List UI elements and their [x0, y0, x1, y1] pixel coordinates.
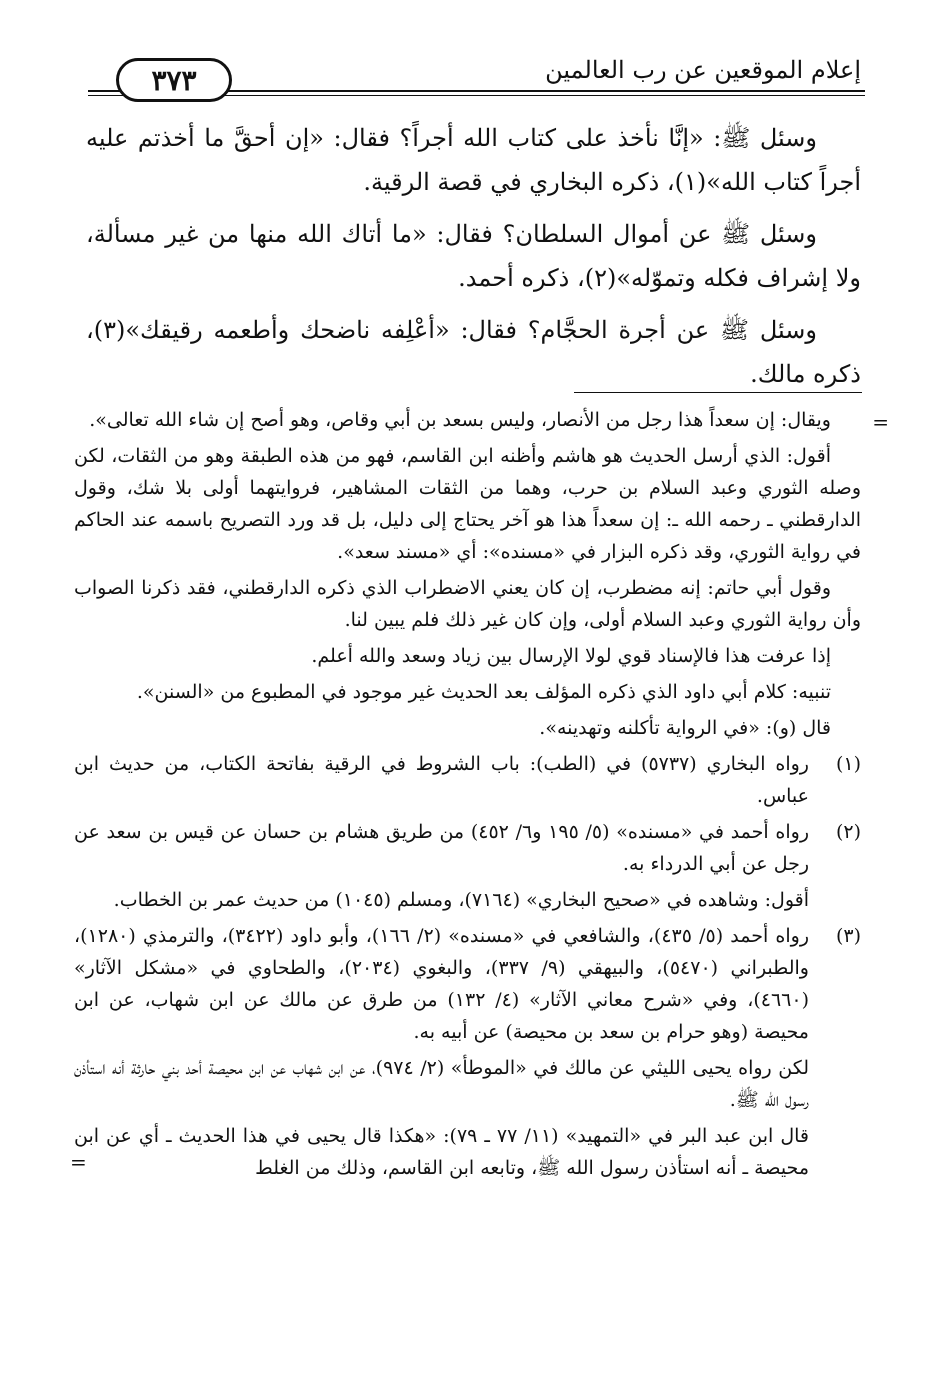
footnotes [70, 404, 889, 1188]
cont-paragraph: وقول أبي حاتم: إنه مضطرب، إن كان يعني الاضطراب الذي ذكره الدارقطني، فقد ذكرنا الصواب وأن رواية الثوري وعبد السلام أولى، وإن كان غير ذلك فلم يبين لنا. [74, 577, 861, 631]
footnote-paragraph: رواه أحمد (٥/ ٤٣٥)، والشافعي في «مسنده» (٢/ ١٦٦)، وأبو داود (٣٤٢٢)، والترمذي (١٢٨٠)، والطبراني (٥٤٧٠)، والبيهقي (٩/ ٣٣٧)، والبغوي (٢٠٣٤)، والطحاوي في «مشكل الآثار» (٤٦٦٠)، وفي «شرح معاني الآثار» (٤/ ١٣٢) من طرق عن مالك عن ابن شهاب، عن ابن محيصة (وهو حرام بن سعد بن محيصة) عن أبيه به. [74, 925, 809, 1043]
main-text [86, 116, 861, 404]
main-paragraph-1: وسئل ﷺ: «إنَّا نأخذ على كتاب الله أجراً؟ فقال: «إن أحقَّ ما أخذتم عليه أجراً كتاب الله»(١)، ذكره البخاري في قصة الرقية. [86, 124, 861, 196]
continuation-end-mark: = [70, 1150, 87, 1174]
footnote-continuation [74, 404, 889, 744]
cont-paragraph: قال (و): «في الرواية تأكلنه وتهدينه». [539, 717, 831, 739]
footnote-1 [74, 748, 861, 812]
footnote-paragraph: رواه أحمد في «مسنده» (٥/ ١٩٥ و٦/ ٤٥٢) من طريق هشام بن حسان عن قيس بن سعد عن رجل عن أبي الدرداء به. [74, 821, 809, 875]
page-number-badge [116, 58, 232, 102]
cont-paragraph: أقول: الذي أرسل الحديث هو هاشم وأظنه ابن القاسم، فهو من هذه الطبقة وهو من الثقات، لكن وصله الثوري وعبد السلام بن حرب، وهما من الثقات المشاهير، فروايتهما أولى بلا شك، وقول الدارقطني ـ رحمه الله ـ: إن سعداً هذا هو آخر يحتاج إلى دليل، بل قد ورد التصريح باسمه عند الحاكم في رواية الثوري، وقد ذكره البزار في «مسنده»: أي «مسند سعد». [74, 445, 861, 563]
footnote-paragraph: لكن رواه يحيى الليثي عن مالك في «الموطأ» (٢/ ٩٧٤)، عن ابن شهاب عن ابن محيصة أحد بني حارثة أنه استأذن رسول الله ﷺ. [74, 1057, 809, 1111]
continuation-mark: = [872, 410, 889, 434]
cont-paragraph: ويقال: إن سعداً هذا رجل من الأنصار، وليس بسعد بن أبي وقاص، وهو أصح إن شاء الله تعالى». [89, 409, 831, 431]
footnote-separator [574, 392, 862, 393]
cont-paragraph: تنبيه: كلام أبي داود الذي ذكره المؤلف بعد الحديث غير موجود في المطبوع من «السنن». [136, 681, 831, 703]
footnote-paragraph: أقول: وشاهده في «صحيح البخاري» (٧١٦٤)، ومسلم (١٠٤٥) من حديث عمر بن الخطاب. [113, 889, 809, 911]
footnote-number: (٣) [835, 925, 861, 947]
footnote-2 [74, 816, 861, 916]
cont-paragraph: إذا عرفت هذا فالإسناد قوي لولا الإرسال بين زياد وسعد والله أعلم. [311, 645, 831, 667]
footnote-number: (١) [835, 753, 861, 775]
footnote-3 [70, 920, 861, 1184]
footnote-paragraph: رواه البخاري (٥٧٣٧) في (الطب): باب الشروط في الرقية بفاتحة الكتاب، من حديث ابن عباس. [74, 753, 809, 807]
main-paragraph-2: وسئل ﷺ عن أموال السلطان؟ فقال: «ما أتاك الله منها من غير مسألة، ولا إشراف فكله وتموّله»(٢)، ذكره أحمد. [86, 220, 861, 292]
main-paragraph-3: وسئل ﷺ عن أجرة الحجَّام؟ فقال: «أعْلِفه ناضحك وأطعمه رقيقك»(٣)، ذكره مالك. [86, 316, 861, 388]
footnote-paragraph: قال ابن عبد البر في «التمهيد» (١١/ ٧٧ ـ ٧٩): «هكذا قال يحيى في هذا الحديث ـ أي عن ابن محيصة ـ أنه استأذن رسول الله ﷺ، وتابعه ابن القاسم، وذلك من الغلط [74, 1125, 809, 1179]
page-header [88, 40, 865, 102]
footnote-number: (٢) [835, 821, 861, 843]
page-number: ٣٧٣ [151, 63, 197, 97]
running-title: إعلام الموقعين عن رب العالمين [545, 56, 861, 84]
